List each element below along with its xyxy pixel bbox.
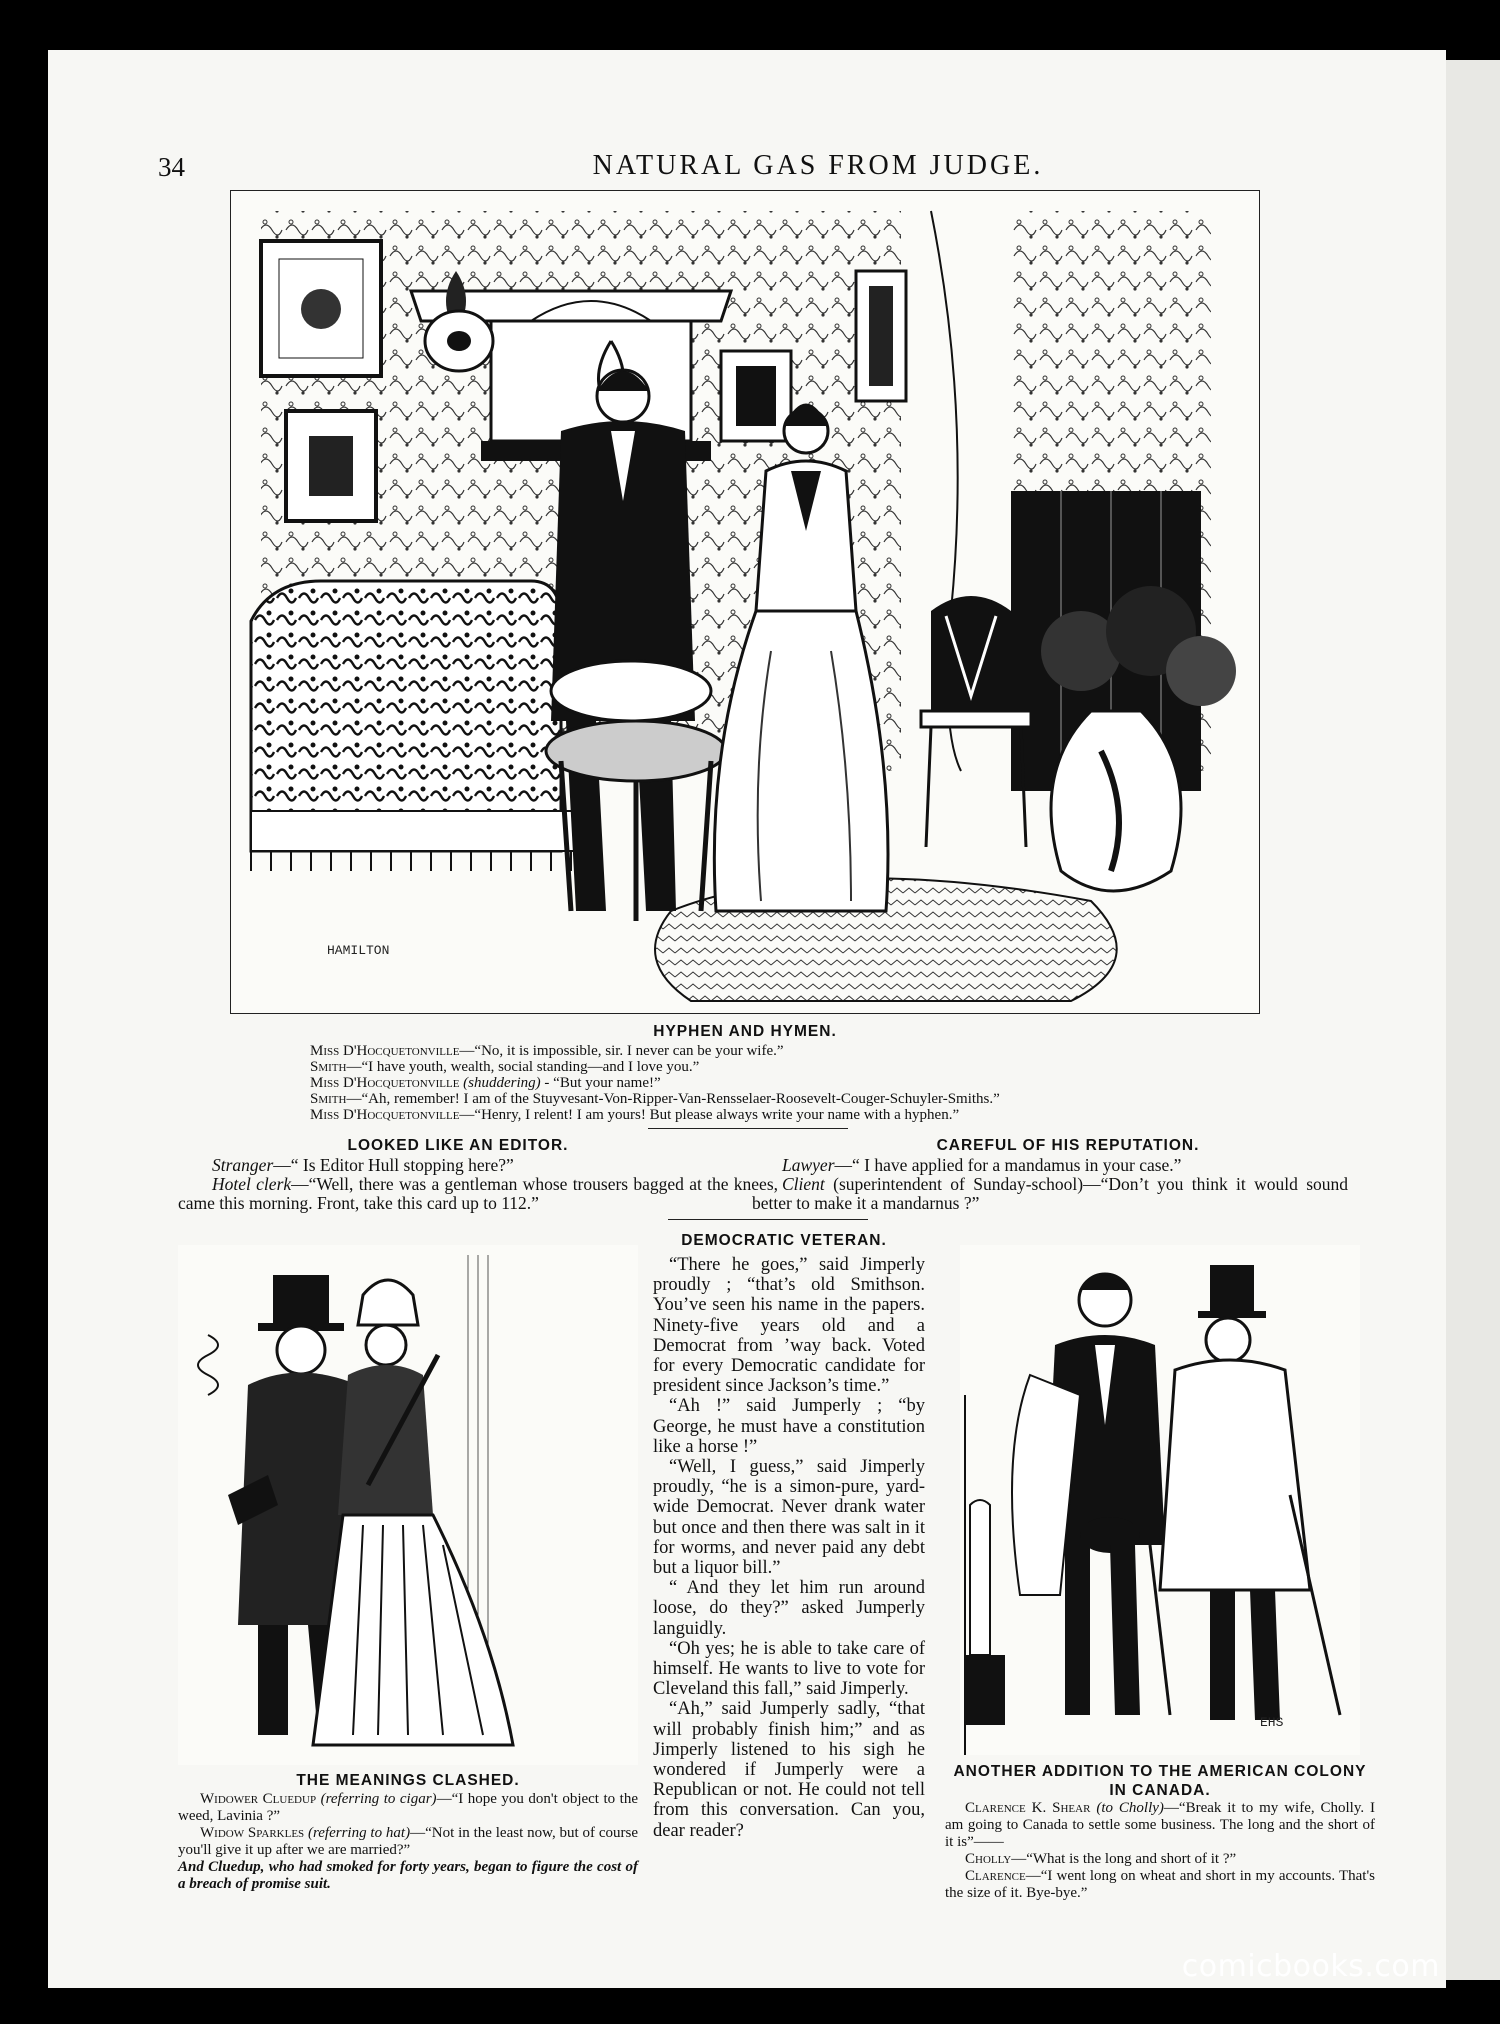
dialogue-line <box>178 1791 638 1825</box>
speaker: Clarence K. Shear <box>965 1800 1091 1816</box>
stage-direction: (referring to hat) <box>308 1825 411 1841</box>
speaker: Smith <box>310 1059 347 1075</box>
stage-direction: (to Cholly) <box>1096 1800 1164 1816</box>
caption-title-meanings-clashed: THE MEANINGS CLASHED. <box>296 1772 520 1789</box>
line-text: —“Henry, I relent! I am yours! But please always write your name with a hyphen.” <box>459 1107 960 1123</box>
caption-title-american-colony: ANOTHER ADDITION TO THE AMERICAN COLONY IN CANADA. <box>953 1763 1367 1799</box>
joke-line <box>178 1175 778 1213</box>
line-text: —“Don’t you think it would sound better to make it a mandarnus ?” <box>752 1174 1349 1213</box>
line-text: —“ I have applied for a mandamus in your case.” <box>834 1155 1182 1175</box>
story-paragraph: “Ah,” said Jumperly sadly, “that will probably finish him;” and as Jimperly listened to his sigh he wondered if Jumperly were a Republican or not. He could not tell from this conversation. Can you, dear reader? <box>653 1699 925 1841</box>
stage-direction: (superintendent of Sunday-school) <box>833 1174 1084 1194</box>
stage-direction: (shuddering) <box>463 1075 541 1091</box>
speaker: Client <box>782 1174 825 1194</box>
dialogue-line <box>945 1800 1375 1851</box>
dialogue-line <box>310 1043 1230 1059</box>
site-watermark: comicbooks.com <box>1181 1949 1440 1984</box>
line-text: —“What is the long and short of it ?” <box>1011 1851 1237 1867</box>
joke-line <box>752 1175 1348 1213</box>
line-text: —“Not in the least now, but of course you'll give it up after we are married?” <box>178 1825 639 1858</box>
magazine-page <box>48 50 1446 1988</box>
speaker: Cholly <box>965 1851 1012 1867</box>
speaker: Widower Cluedup <box>200 1791 317 1807</box>
joke-title-looked-like-an-editor: LOOKED LIKE AN EDITOR. <box>347 1137 569 1154</box>
dialogue-line <box>310 1059 1230 1075</box>
dialogue-meanings-clashed <box>178 1791 638 1893</box>
joke-careful-of-his-reputation <box>752 1156 1348 1213</box>
speaker: Stranger <box>212 1155 274 1175</box>
line-text: —“I went long on wheat and short in my accounts. That's the size of it. Bye-bye.” <box>945 1868 1375 1901</box>
speaker: Miss D'Hocquetonville <box>310 1043 460 1059</box>
speaker: Widow Sparkles <box>200 1825 305 1841</box>
dialogue-line <box>178 1825 638 1859</box>
divider <box>648 1128 848 1129</box>
story-paragraph: “There he goes,” said Jimperly proudly ; “that’s old Smithson. You’ve seen his name in the papers. Ninety-five years old and a Democrat from ’way back. Voted for every Democratic candidate for president since Jackson’s time.” <box>653 1255 925 1397</box>
story-paragraph: “Well, I guess,” said Jimperly proudly, “he is a simon-pure, yard-wide Democrat. Never drank water but once and then there was salt in it for worms, and never paid any debt but a liquor bill.” <box>653 1457 925 1579</box>
couple-illustration <box>178 1245 638 1765</box>
divider <box>668 1219 868 1220</box>
stage-direction: (referring to cigar) <box>320 1791 437 1807</box>
speaker: Clarence <box>965 1868 1026 1884</box>
line-text: —“Well, there was a gentleman whose trousers bagged at the knees, came this morning. Front, take this card up to 112.” <box>178 1174 779 1213</box>
dialogue-line <box>310 1075 1230 1091</box>
closing-line: And Cluedup, who had smoked for forty years, began to figure the cost of a breach of promise suit. <box>178 1859 638 1892</box>
dialogue-line <box>310 1107 1230 1123</box>
adjacent-page-edge <box>1446 60 1500 1980</box>
artist-signature: EHS <box>1260 1715 1284 1730</box>
speaker: Lawyer <box>782 1155 835 1175</box>
speaker: Hotel clerk <box>212 1174 292 1194</box>
joke-title-careful-of-his-reputation: CAREFUL OF HIS REPUTATION. <box>936 1137 1200 1154</box>
story-paragraph: “Ah !” said Jumperly ; “by George, he must have a constitution like a horse !” <box>653 1396 925 1457</box>
dialogue-line <box>310 1091 1230 1107</box>
joke-line <box>752 1156 1348 1175</box>
line-text: —“Break it to my wife, Cholly. I am going to Canada to settle some business. The long and the short of it is”—— <box>945 1800 1376 1850</box>
parlor-illustration <box>230 190 1260 1014</box>
running-title: NATURAL GAS FROM JUDGE. <box>592 150 1044 181</box>
speaker: Smith <box>310 1091 347 1107</box>
line-text: —“I hope you don't object to the weed, Lavinia ?” <box>178 1791 638 1824</box>
line-text: —“Ah, remember! I am of the Stuyvesant-Von-Ripper-Van-Rensselaer-Roosevelt-Couger-Schuyler-Smiths.” <box>346 1091 1000 1107</box>
caption-title-hyphen-and-hymen: HYPHEN AND HYMEN. <box>653 1023 837 1040</box>
dialogue-hyphen-and-hymen <box>310 1043 1230 1123</box>
joke-looked-like-an-editor <box>178 1156 778 1213</box>
artist-signature: HAMILTON <box>327 943 390 958</box>
line-text: —“ Is Editor Hull stopping here?” <box>273 1155 514 1175</box>
two-gentlemen-illustration <box>960 1245 1360 1755</box>
story-title-democratic-veteran: DEMOCRATIC VETERAN. <box>681 1232 887 1249</box>
line-text: —“I have youth, wealth, social standing—and I love you.” <box>346 1059 700 1075</box>
joke-line <box>178 1156 778 1175</box>
dialogue-line <box>945 1868 1375 1902</box>
dialogue-american-colony <box>945 1800 1375 1902</box>
speaker: Miss D'Hocquetonville <box>310 1107 460 1123</box>
line-text: —“No, it is impossible, sir. I never can be your wife.” <box>459 1043 784 1059</box>
page-number: 34 <box>158 152 185 182</box>
dialogue-line <box>945 1851 1375 1868</box>
story-democratic-veteran <box>653 1255 925 1841</box>
speaker: Miss D'Hocquetonville <box>310 1075 460 1091</box>
story-paragraph: “ And they let him run around loose, do they?” asked Jumperly languidly. <box>653 1578 925 1639</box>
line-text: - “But your name!” <box>540 1075 661 1091</box>
story-paragraph: “Oh yes; he is able to take care of himself. He wants to live to vote for Cleveland this fall,” said Jimperly. <box>653 1638 925 1700</box>
